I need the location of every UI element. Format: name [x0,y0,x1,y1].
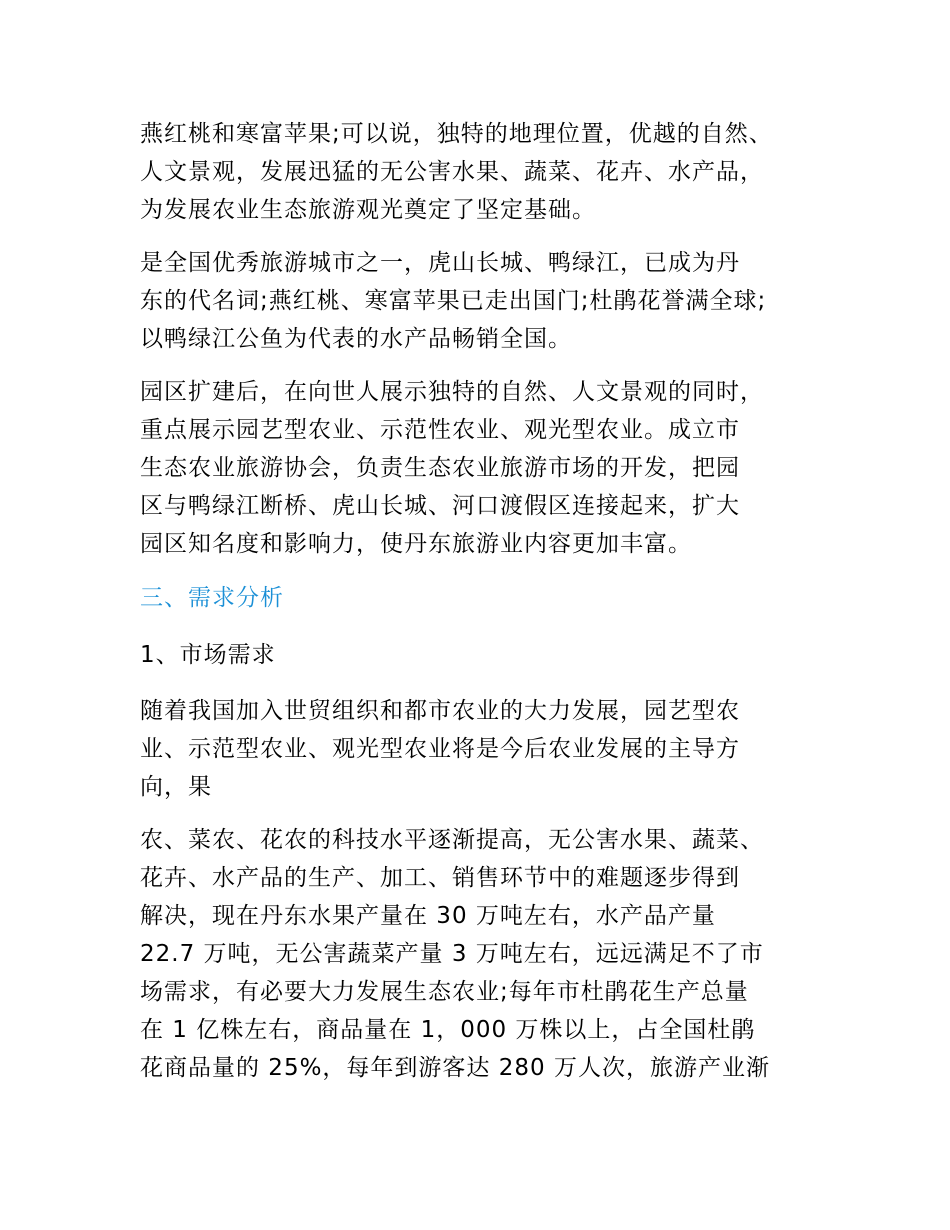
paragraph-line: 园区扩建后，在向世人展示独特的自然、人文景观的同时， [140,379,764,405]
paragraph-line: 22.7 万吨，无公害蔬菜产量 3 万吨左右，远远满足不了市 [140,941,764,967]
paragraph-line: 为发展农业生态旅游观光奠定了坚定基础。 [140,197,596,223]
paragraph-4 [140,692,820,806]
paragraph-3 [140,373,820,563]
paragraph-line: 在 1 亿株左右，商品量在 1，000 万株以上，占全国杜鹃 [140,1017,756,1043]
paragraph-line: 重点展示园艺型农业、示范性农业、观光型农业。成立市 [140,417,740,443]
paragraph-line: 区与鸭绿江断桥、虎山长城、河口渡假区连接起来，扩大 [140,493,740,519]
paragraph-line: 燕红桃和寒富苹果;可以说，独特的地理位置，优越的自然、 [140,121,773,147]
paragraph-5 [140,821,820,1087]
paragraph-line: 园区知名度和影响力，使丹东旅游业内容更加丰富。 [140,531,692,557]
paragraph-line: 随着我国加入世贸组织和都市农业的大力发展，园艺型农 [140,698,740,724]
paragraph-line: 花卉、水产品的生产、加工、销售环节中的难题逐步得到 [140,865,740,891]
paragraph-line: 花商品量的 25%，每年到游客达 280 万人次，旅游产业渐 [140,1055,770,1081]
paragraph-2 [140,244,820,358]
paragraph-line: 东的代名词;燕红桃、寒富苹果已走出国门;杜鹃花誉满全球; [140,288,767,314]
paragraph-line: 解决，现在丹东水果产量在 30 万吨左右，水产品产量 [140,903,716,929]
paragraph-line: 向，果 [140,774,212,800]
subheading: 1、市场需求 [140,642,276,668]
document-page [140,115,820,1102]
paragraph-1 [140,115,820,229]
paragraph-line: 以鸭绿江公鱼为代表的水产品畅销全国。 [140,326,572,352]
paragraph-line: 人文景观，发展迅猛的无公害水果、蔬菜、花卉、水产品， [140,159,764,185]
paragraph-line: 是全国优秀旅游城市之一，虎山长城、鸭绿江，已成为丹 [140,250,740,276]
paragraph-line: 农、菜农、花农的科技水平逐渐提高，无公害水果、蔬菜、 [140,827,764,853]
paragraph-line: 场需求，有必要大力发展生态农业;每年市杜鹃花生产总量 [140,979,749,1005]
paragraph-line: 生态农业旅游协会，负责生态农业旅游市场的开发，把园 [140,455,740,481]
section-heading: 三、需求分析 [140,585,284,611]
paragraph-line: 业、示范型农业、观光型农业将是今后农业发展的主导方 [140,736,740,762]
